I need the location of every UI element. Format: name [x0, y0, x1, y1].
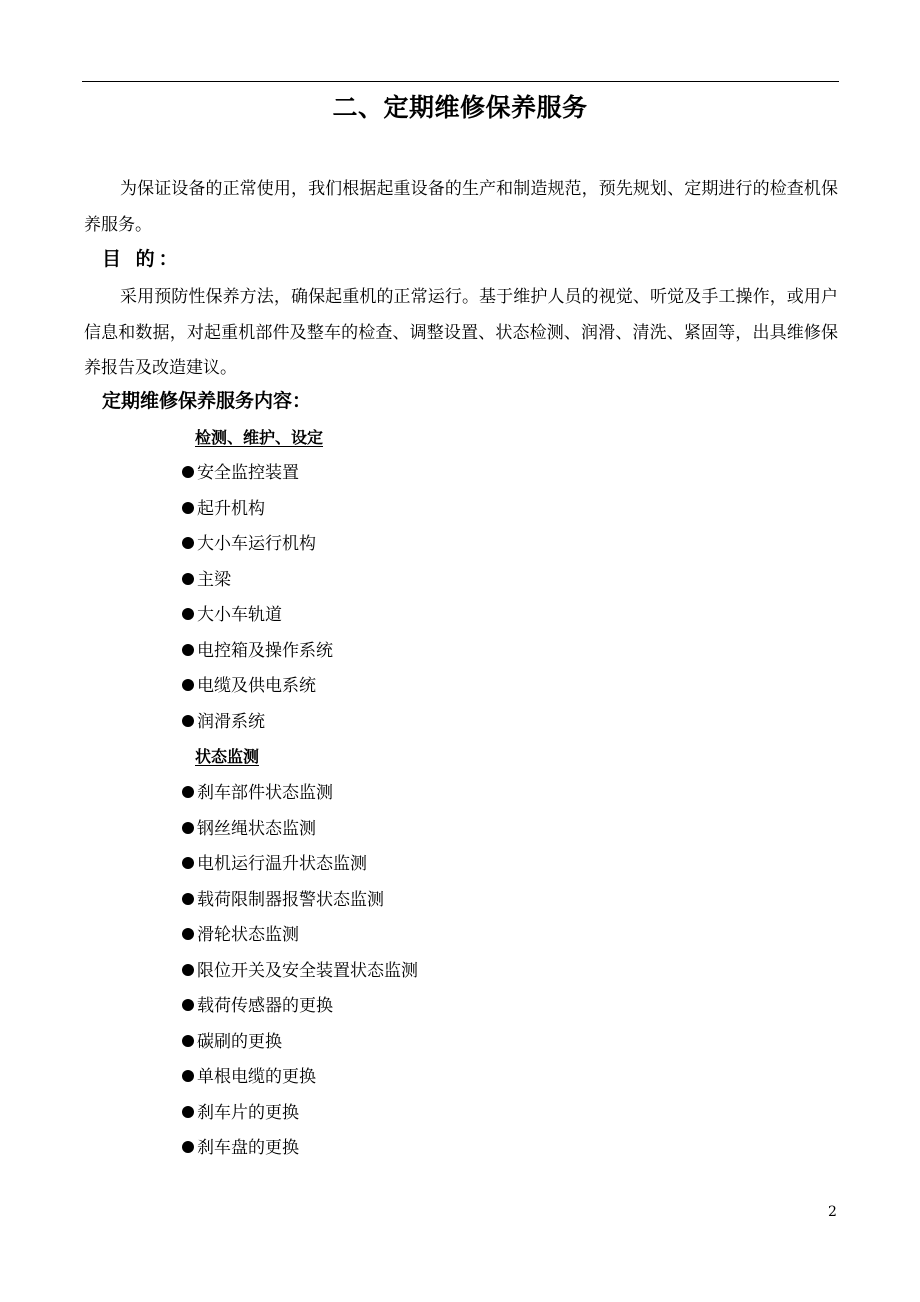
list-item: 载荷限制器报警状态监测 — [182, 883, 418, 919]
list-item: 电缆及供电系统 — [182, 669, 333, 705]
bullet-icon — [182, 466, 194, 478]
bullet-icon — [182, 608, 194, 620]
bullet-icon — [182, 1035, 194, 1047]
intro-paragraph: 为保证设备的正常使用，我们根据起重设备的生产和制造规范，预先规划、定期进行的检查机保养服务。 — [84, 179, 838, 235]
section-monitoring-title: 状态监测 — [195, 747, 260, 766]
bullet-icon — [182, 502, 194, 514]
bullet-icon — [182, 999, 194, 1011]
purpose-heading: 目 的： — [102, 248, 182, 270]
header-rule — [82, 81, 839, 82]
bullet-icon — [182, 786, 194, 798]
list-item: 刹车盘的更换 — [182, 1131, 418, 1167]
list-item: 大小车运行机构 — [182, 527, 333, 563]
page-title: 二、定期维修保养服务 — [332, 93, 588, 122]
list-item: 单根电缆的更换 — [182, 1060, 418, 1096]
bullet-icon — [182, 893, 194, 905]
bullet-icon — [182, 537, 194, 549]
list-item: 安全监控装置 — [182, 456, 333, 492]
list-item: 刹车部件状态监测 — [182, 776, 418, 812]
bullet-icon — [182, 928, 194, 940]
bullet-icon — [182, 857, 194, 869]
bullet-icon — [182, 573, 194, 585]
purpose-paragraph: 采用预防性保养方法，确保起重机的正常运行。基于维护人员的视觉、听觉及手工操作，或用户信息和数据，对起重机部件及整车的检查、调整设置、状态检测、润滑、清洗、紧固等，出具维修保养报告及改造建议。 — [84, 287, 838, 378]
list-item: 主梁 — [182, 563, 333, 599]
bullet-icon — [182, 1106, 194, 1118]
service-content-heading: 定期维修保养服务内容： — [102, 390, 312, 412]
bullet-icon — [182, 715, 194, 727]
monitoring-list — [182, 776, 418, 1167]
list-item: 大小车轨道 — [182, 598, 333, 634]
bullet-icon — [182, 1141, 194, 1153]
bullet-icon — [182, 679, 194, 691]
list-item: 限位开关及安全装置状态监测 — [182, 954, 418, 990]
inspection-list — [182, 456, 333, 740]
list-item: 起升机构 — [182, 492, 333, 528]
list-item: 电机运行温升状态监测 — [182, 847, 418, 883]
page-number: 2 — [828, 1204, 837, 1220]
list-item: 润滑系统 — [182, 705, 333, 741]
list-item: 钢丝绳状态监测 — [182, 812, 418, 848]
section-inspection-title: 检测、维护、设定 — [195, 428, 324, 447]
list-item: 碳刷的更换 — [182, 1025, 418, 1061]
list-item: 滑轮状态监测 — [182, 918, 418, 954]
bullet-icon — [182, 1070, 194, 1082]
list-item: 载荷传感器的更换 — [182, 989, 418, 1025]
bullet-icon — [182, 822, 194, 834]
list-item: 刹车片的更换 — [182, 1096, 418, 1132]
bullet-icon — [182, 644, 194, 656]
list-item: 电控箱及操作系统 — [182, 634, 333, 670]
bullet-icon — [182, 964, 194, 976]
